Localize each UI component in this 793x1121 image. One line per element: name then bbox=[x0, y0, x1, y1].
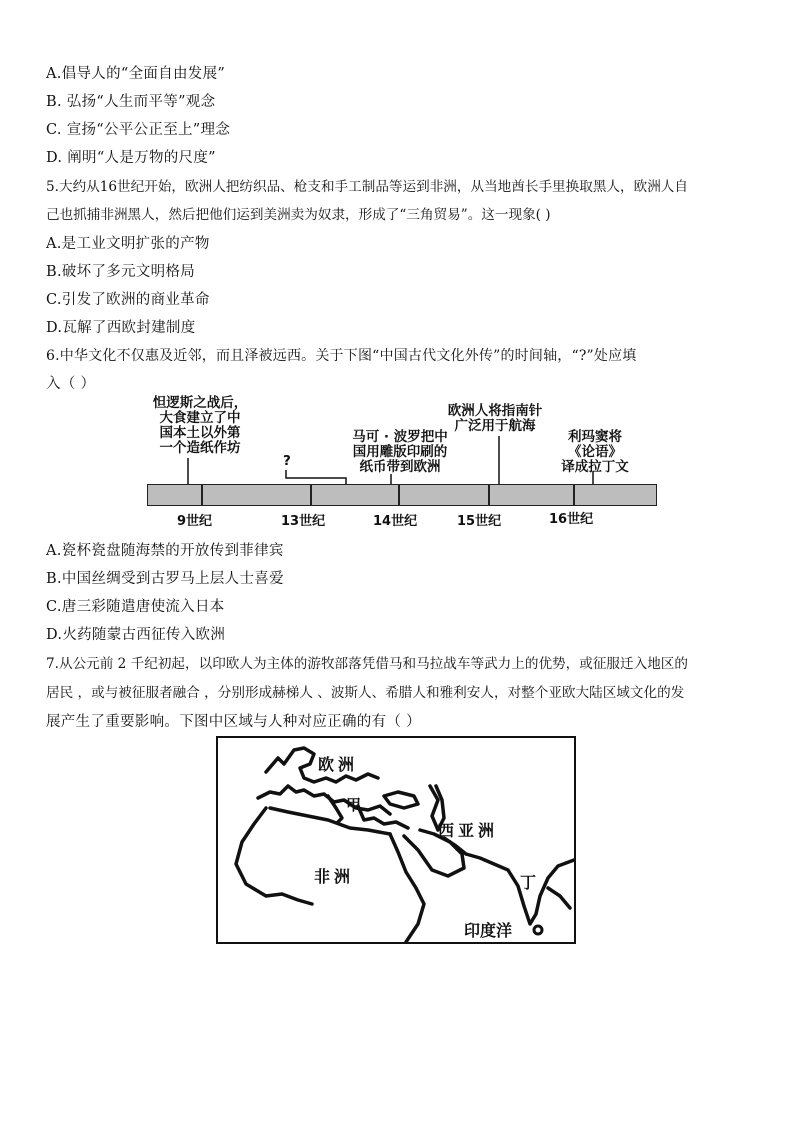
timeline-label-ricci: 利玛窦将 《论语》 译成拉丁文 bbox=[561, 429, 629, 475]
q5-stem-line1: 5.大约从16世纪开始，欧洲人把纺织品、枪支和手工制品等运到非洲，从当地酋长手里换取黑人，欧洲人自 bbox=[46, 179, 688, 195]
map-label-jia: 甲 bbox=[346, 796, 366, 814]
timeline-bar bbox=[147, 484, 657, 506]
timeline-label-marco-polo: 马可 · 波罗把中 国用雕版印刷的 纸币带到欧洲 bbox=[352, 429, 448, 475]
q5-option-b: B.破坏了多元文明格局 bbox=[46, 264, 196, 280]
q6-option-b: B.中国丝绸受到古罗马上层人士喜爱 bbox=[46, 571, 284, 587]
map-label-indian-ocean: 印度洋 bbox=[464, 921, 513, 940]
timeline-tick-13: 13世纪 bbox=[281, 514, 326, 529]
q6-option-a: A.瓷杯瓷盘随海禁的开放传到菲律宾 bbox=[46, 543, 284, 559]
q5-option-c: C.引发了欧洲的商业革命 bbox=[46, 292, 210, 308]
q4-option-a: A.倡导人的“全面自由发展” bbox=[46, 66, 226, 82]
q7-stem-line2: 居民 ，或与被征服者融合 ，分别形成赫梯人 、波斯人、希腊人和雅利安人，对整个亚欧大陆区域文化的发 bbox=[46, 685, 685, 701]
timeline-label-unknown: ? bbox=[283, 453, 291, 469]
map-coastlines bbox=[218, 738, 574, 942]
map-label-europe: 欧洲 bbox=[318, 755, 359, 774]
timeline-tick-9: 9世纪 bbox=[177, 514, 213, 529]
q5-stem-line2: 己也抓捕非洲黑人，然后把他们运到美洲卖为奴隶，形成了“三角贸易”。这一现象( ) bbox=[46, 207, 551, 223]
timeline-tick-14: 14世纪 bbox=[373, 514, 418, 529]
q6-stem-line2: 入（ ） bbox=[46, 376, 96, 392]
eurasia-africa-map bbox=[216, 736, 576, 944]
q5-option-a: A.是工业文明扩张的产物 bbox=[46, 236, 210, 252]
q4-option-d: D. 阐明“人是万物的尺度” bbox=[46, 150, 216, 166]
timeline-tick-15: 15世纪 bbox=[457, 514, 502, 529]
q6-option-c: C.唐三彩随遣唐使流入日本 bbox=[46, 599, 225, 615]
timeline-tick-16: 16世纪 bbox=[549, 512, 594, 527]
q4-option-c: C. 宣扬“公平公正至上”理念 bbox=[46, 122, 231, 138]
q5-option-d: D.瓦解了西欧封建制度 bbox=[46, 320, 196, 336]
map-label-west-asia: 西亚洲 bbox=[438, 821, 499, 840]
q4-option-b: B. 弘扬“人生而平等”观念 bbox=[46, 94, 216, 110]
cultural-spread-timeline bbox=[145, 396, 660, 534]
q7-stem-line1: 7.从公元前 2 千纪初起，以印欧人为主体的游牧部落凭借马和马拉战车等武力上的优势，或征服迁入地区的 bbox=[46, 656, 688, 672]
q6-option-d: D.火药随蒙古西征传入欧洲 bbox=[46, 627, 226, 643]
q7-stem-line3: 展产生了重要影响。下图中区域与人种对应正确的有（ ） bbox=[46, 714, 421, 730]
timeline-label-talas: 怛逻斯之战后， 大食建立了中 国本土以外第 一个造纸作坊 bbox=[152, 395, 248, 456]
map-label-ding: 丁 bbox=[520, 873, 541, 892]
q6-stem-line1: 6.中华文化不仅惠及近邻，而且泽被远西。关于下图“中国古代文化外传”的时间轴，“?”处应填 bbox=[46, 348, 637, 364]
timeline-label-compass: 欧洲人将指南针 广泛用于航海 bbox=[447, 403, 543, 434]
map-label-africa: 非洲 bbox=[314, 867, 355, 886]
